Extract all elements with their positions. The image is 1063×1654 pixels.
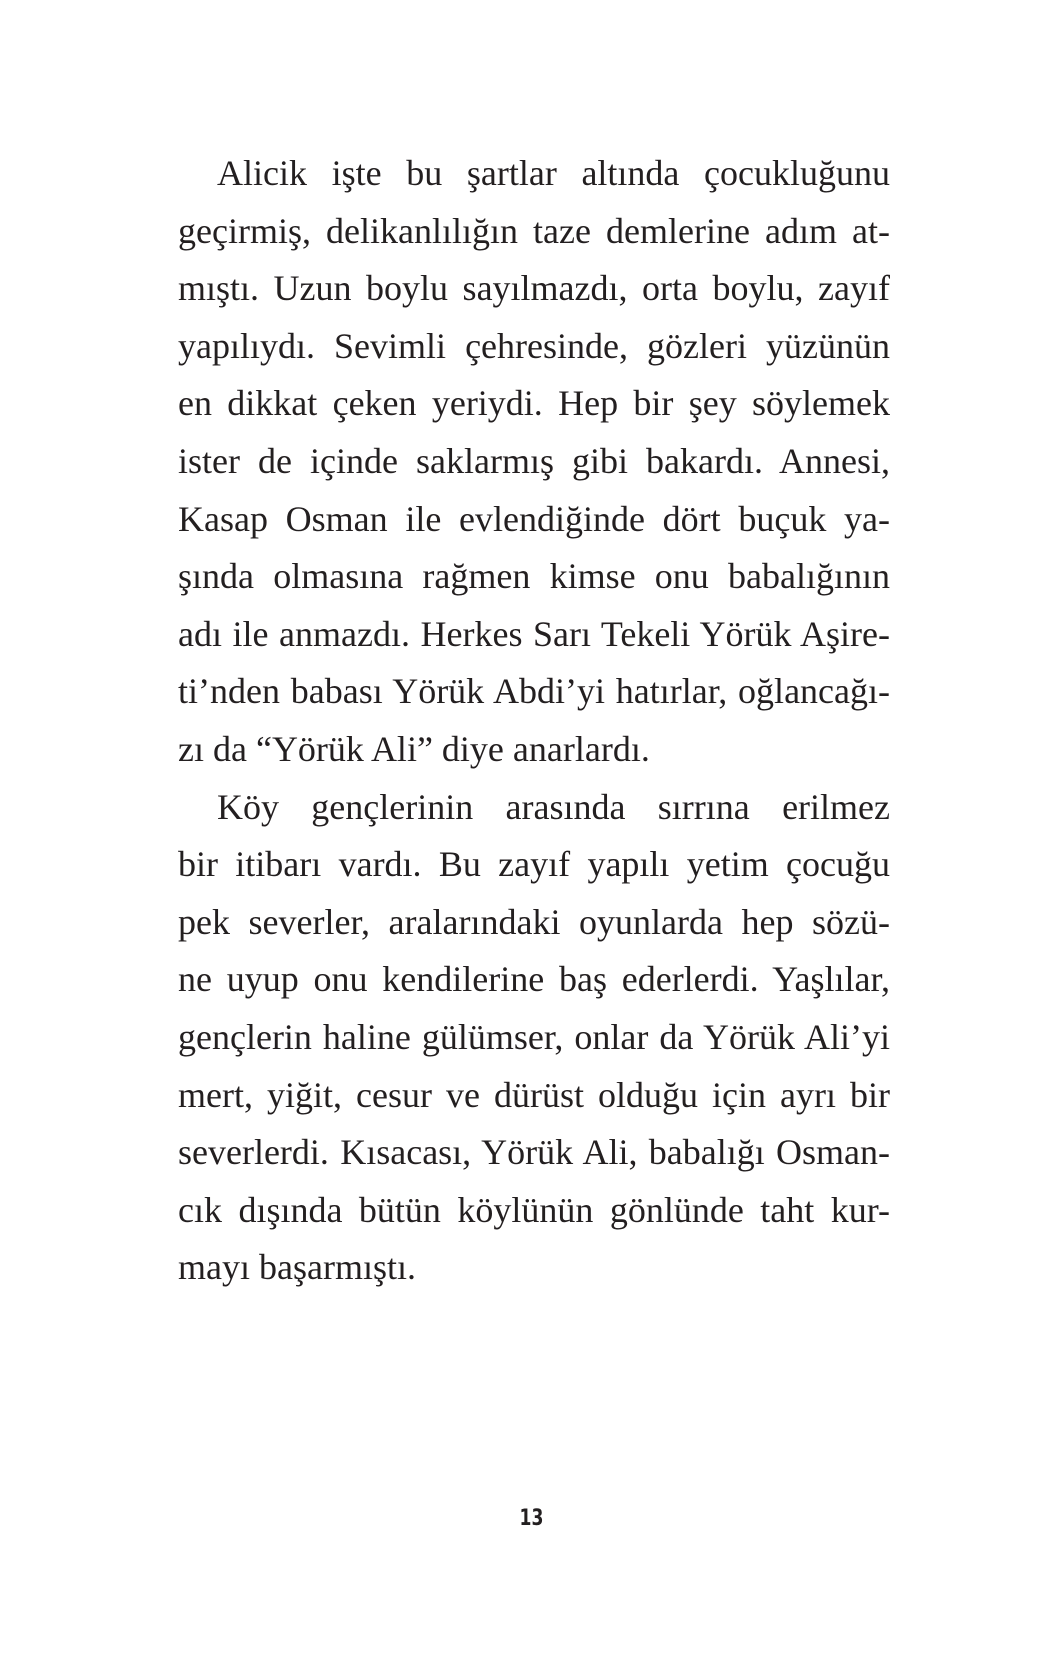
- text-line: adı ile anmazdı. Herkes Sarı Tekeli Yörük Aşire-: [178, 613, 890, 654]
- page-number: 13: [519, 1506, 544, 1531]
- text-line: en dikkat çeken yeriydi. Hep bir şey söylemek: [178, 383, 890, 424]
- text-line: ister de içinde saklarmış gibi bakardı. Annesi,: [178, 440, 890, 481]
- text-line: Alicik işte bu şartlar altında çocukluğunu: [217, 153, 890, 193]
- text-line: geçirmiş, delikanlılığın taze demlerine adım at-: [178, 210, 890, 251]
- text-line: mıştı. Uzun boylu sayılmazdı, orta boylu, zayıf: [178, 268, 890, 309]
- body-text: [178, 145, 890, 1297]
- text-line: ti’nden babası Yörük Abdi’yi hatırlar, oğlancağı-: [178, 671, 890, 712]
- text-line: ne uyup onu kendilerine baş ederlerdi. Yaşlılar,: [178, 959, 890, 1000]
- text-line: bir itibarı vardı. Bu zayıf yapılı yetim çocuğu: [178, 844, 890, 885]
- text-line: cık dışında bütün köylünün gönlünde taht kur-: [178, 1189, 890, 1230]
- text-line: yapılıydı. Sevimli çehresinde, gözleri yüzünün: [178, 325, 890, 366]
- text-line: Köy gençlerinin arasında sırrına erilmez: [217, 786, 890, 827]
- text-line: mayı başarmıştı.: [178, 1247, 416, 1288]
- text-line: şında olmasına rağmen kimse onu babalığının: [178, 556, 890, 597]
- text-line: mert, yiğit, cesur ve dürüst olduğu için ayrı bir: [178, 1074, 890, 1115]
- text-line: Kasap Osman ile evlendiğinde dört buçuk ya-: [178, 498, 890, 539]
- text-line: zı da “Yörük Ali” diye anarlardı.: [178, 728, 650, 769]
- text-line: severlerdi. Kısacası, Yörük Ali, babalığı Osman-: [178, 1132, 890, 1173]
- text-line: gençlerin haline gülümser, onlar da Yörük Ali’yi: [178, 1016, 890, 1057]
- text-line: pek severler, aralarındaki oyunlarda hep sözü-: [178, 901, 890, 942]
